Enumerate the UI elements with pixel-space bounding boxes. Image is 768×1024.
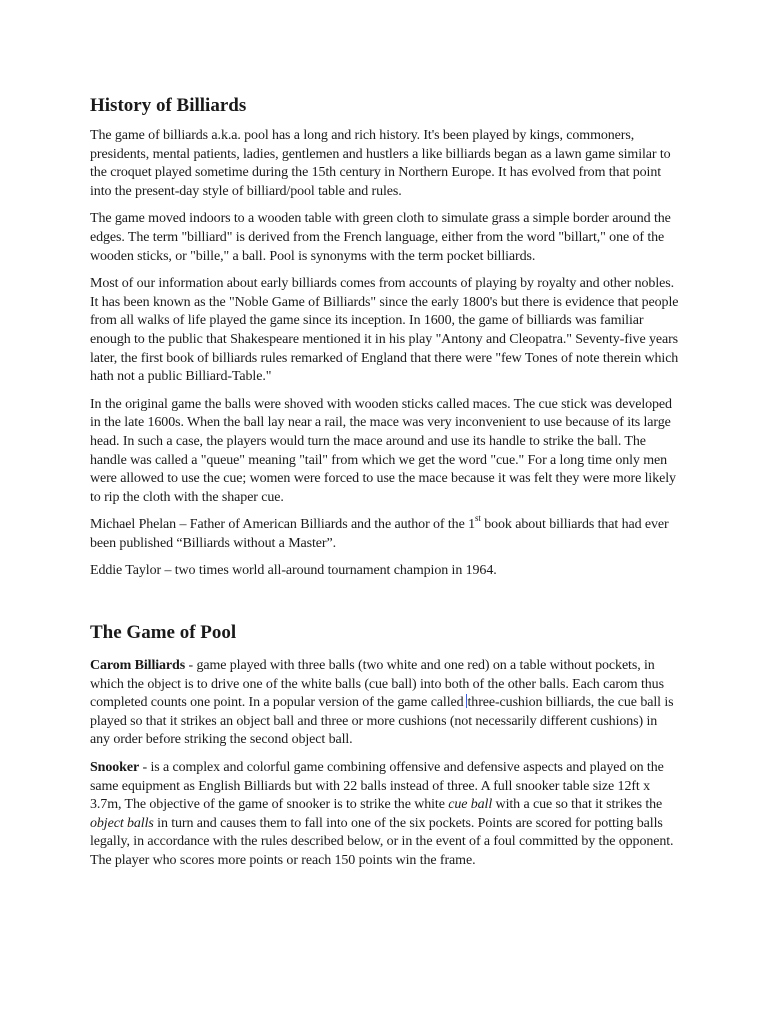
text-cursor-mark — [466, 694, 467, 708]
snooker-text-c: in turn and causes them to fall into one of the six pockets. Points are scored for potting balls legally, in accordance with the rules described below, or in the event of a foul committed by the opponent. The player who scores more points or reach 150 points win the frame. — [90, 815, 674, 868]
snooker-paragraph — [90, 759, 680, 871]
carom-term: Carom Billiards — [90, 658, 186, 674]
snooker-term: Snooker — [90, 760, 140, 776]
carom-text-a: - game played with three balls (two white and one red) on a table without pockets, in which the object is to drive one of the white balls (cue ball) into both of the other balls. Each carom thus completed counts one point. In a popular version of the game called — [90, 658, 664, 711]
ordinal-suffix: st — [475, 512, 481, 523]
document-page — [90, 0, 680, 871]
carom-text-b: three-cushion billiards, the cue ball is played so that it strikes an object ball and three or more cushions (not necessarily different cushions) in any order before striking the second object ball. — [90, 695, 674, 748]
history-paragraph-2: The game moved indoors to a wooden table with green cloth to simulate grass a simple border around the edges. The term "billiard" is derived from the French language, either from the word "billart," one of the wooden sticks, or "bille," a ball. Pool is synonyms with the term pocket billiards. — [90, 211, 671, 264]
object-balls-term: object balls — [90, 815, 154, 831]
history-title: History of Billiards — [90, 95, 247, 116]
snooker-text-a: - is a complex and colorful game combining offensive and defensive aspects and played on the same equipment as English Billiards but with 22 balls instead of three. A full snooker table size 12ft x 3.7m, The objective of the game of snooker is to strike the white — [90, 760, 664, 813]
cue-ball-term: cue ball — [448, 797, 493, 813]
history-paragraph-6: Eddie Taylor – two times world all-around tournament champion in 1964. — [90, 563, 497, 579]
phelan-text-a: Michael Phelan – Father of American Billiards and the author of the 1 — [90, 517, 475, 533]
history-paragraph-4: In the original game the balls were shoved with wooden sticks called maces. The cue stick was developed in the late 1600s. When the ball lay near a rail, the mace was very inconvenient to use because of its large head. In such a case, the players would turn the mace around and use its handle to strike the ball. The handle was called a "queue" meaning "tail" from which we get the word "cue." For a long time only men were allowed to use the cue; women were forced to use the mace because it was felt they were more likely to rip the cloth with the shaper cue. — [90, 396, 676, 505]
history-paragraph-5 — [90, 512, 680, 553]
history-paragraph-1: The game of billiards a.k.a. pool has a long and rich history. It's been played by kings, commoners, presidents, mental patients, ladies, gentlemen and hustlers a like billiards began as a lawn game similar to the croquet played sometime during the 15th century in Northern Europe. It has evolved from that point into the present-day style of billiard/pool table and rules. — [90, 128, 671, 199]
snooker-text-b: with a cue so that it strikes the — [492, 797, 663, 813]
history-paragraph-3: Most of our information about early billiards comes from accounts of playing by royalty and other nobles. It has been known as the "Noble Game of Billiards" since the early 1800's but there is evidence that people from all walks of life played the game since its inception. In 1600, the game of billiards was familiar enough to the public that Shakespeare mentioned it in his play "Antony and Cleopatra." Seventy-five years later, the first book of billiards rules remarked of England that there were "few Tones of note therein which hath not a public Billiard-Table." — [90, 276, 679, 385]
pool-title: The Game of Pool — [90, 622, 237, 644]
phelan-text-b: book about billiards that had ever been published “Billiards without a Master”. — [90, 517, 669, 551]
carom-paragraph — [90, 657, 680, 750]
